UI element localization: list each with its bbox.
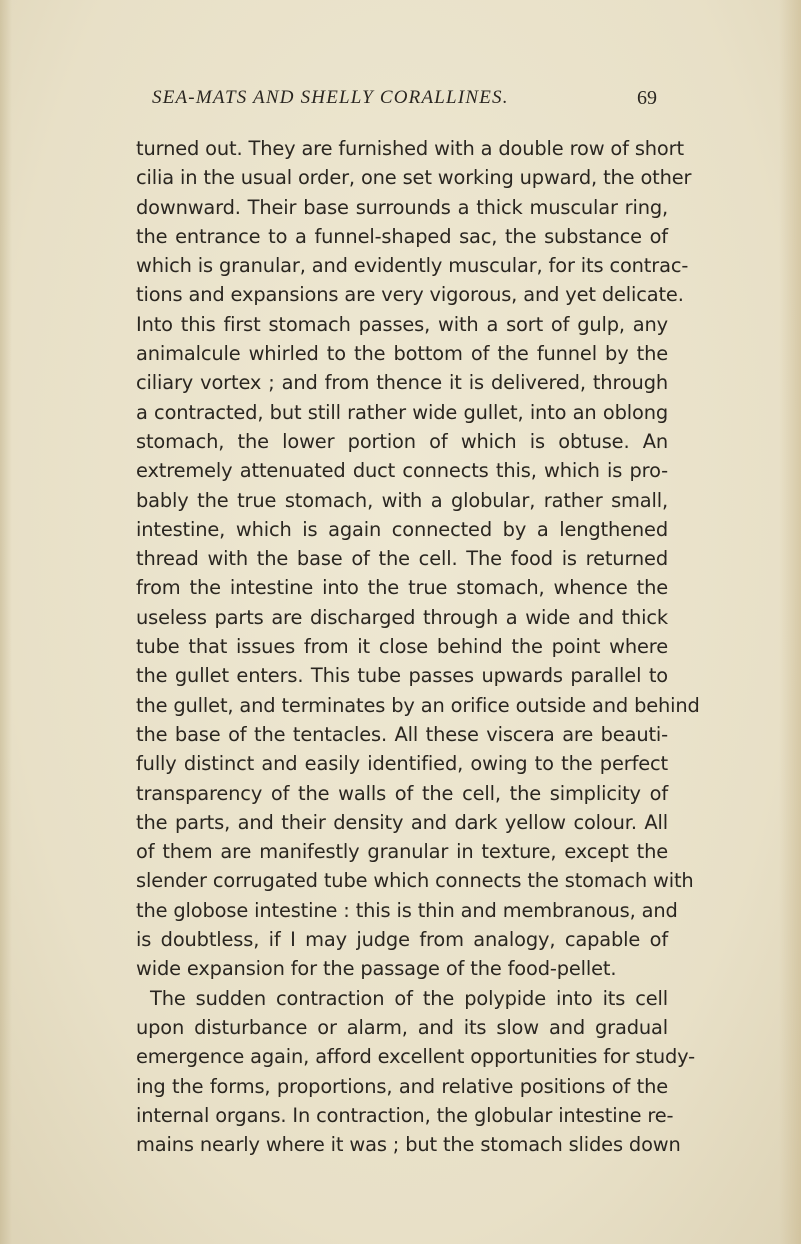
text-line: Into this first stomach passes, with a sort of gulp, any [136,312,668,336]
paragraph-end-line: wide expansion for the passage of the food-pellet. [136,957,617,981]
text-line: the globose intestine : this is thin and membranous, and [136,898,678,922]
text-line: tions and expansions are very vigorous, and yet delicate. [136,283,684,307]
text-line: ing the forms, proportions, and relative positions of the [136,1074,668,1098]
text-line: the gullet, and terminates by an orifice outside and behind [136,693,700,717]
text-line: upon disturbance or alarm, and its slow and gradual [136,1015,668,1039]
body-text [136,134,700,1159]
page-edge-shadow-left [0,0,12,1244]
text-line: a contracted, but still rather wide gullet, into an oblong [136,400,668,424]
paragraph-start-line: The sudden contraction of the polypide into its cell [150,986,668,1010]
text-line: of them are manifestly granular in texture, except the [136,840,668,864]
text-line: ciliary vortex ; and from thence it is delivered, through [136,371,668,395]
page-number: 69 [637,87,657,109]
text-line: the parts, and their density and dark yellow colour. All [136,810,668,834]
text-line: from the intestine into the true stomach, whence the [136,576,668,600]
text-line: emergence again, afford excellent opportunities for study- [136,1045,695,1069]
text-line: fully distinct and easily identified, owing to the perfect [136,752,668,776]
text-line: turned out. They are furnished with a double row of short [136,137,684,160]
text-line: internal organs. In contraction, the globular intestine re- [136,1103,674,1127]
text-line: the gullet enters. This tube passes upwards parallel to [136,664,668,688]
text-line: is doubtless, if I may judge from analogy, capable of [136,928,668,952]
text-line: slender corrugated tube which connects the stomach with [136,869,694,893]
text-line: the base of the tentacles. All these viscera are beauti- [136,722,668,746]
text-line: cilia in the usual order, one set working upward, the other [136,166,692,190]
text-line: thread with the base of the cell. The food is returned [136,547,668,571]
text-line: intestine, which is again connected by a lengthened [136,517,668,541]
text-line: bably the true stomach, with a globular, rather small, [136,488,668,512]
text-line: the entrance to a funnel-shaped sac, the substance of [136,224,668,248]
text-line: transparency of the walls of the cell, the simplicity of [136,781,668,805]
page-header [152,87,657,117]
text-line: which is granular, and evidently muscular, for its contrac- [136,254,689,278]
text-line: mains nearly where it was ; but the stomach slides down [136,1133,681,1157]
text-line: useless parts are discharged through a wide and thick [136,605,668,629]
text-line: animalcule whirled to the bottom of the funnel by the [136,342,668,366]
text-line: extremely attenuated duct connects this, which is pro- [136,459,668,483]
text-line: tube that issues from it close behind the point where [136,635,668,659]
text-line: stomach, the lower portion of which is obtuse. An [136,429,668,453]
page-edge-shadow-right [779,0,801,1244]
text-line: downward. Their base surrounds a thick muscular ring, [136,195,668,219]
running-head: SEA-MATS AND SHELLY CORALLINES. [152,87,509,108]
